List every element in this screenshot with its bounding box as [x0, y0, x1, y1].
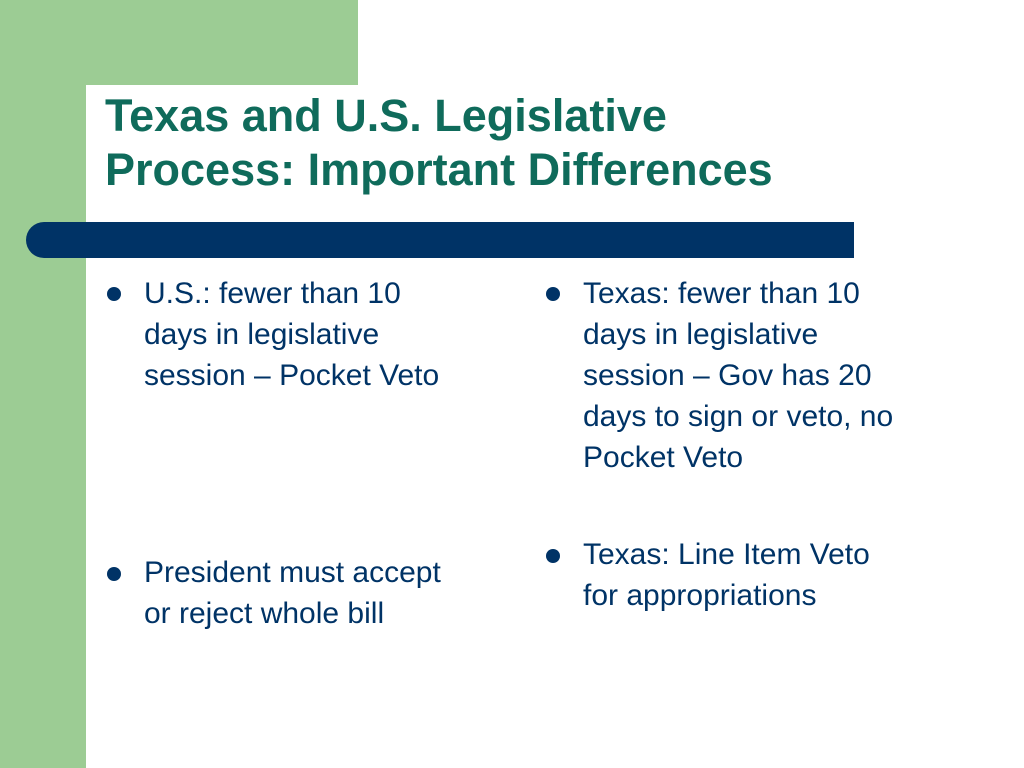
bullet-line: days in legislative: [144, 318, 380, 351]
title-line-2: Process: Important Differences: [105, 144, 773, 195]
bullet-line: session – Pocket Veto: [144, 359, 440, 392]
sidebar-accent: [0, 0, 86, 768]
bullet-icon: [546, 549, 560, 563]
title-divider-bar: [26, 222, 854, 258]
right-bullet-2: [583, 534, 870, 616]
bullet-icon: [546, 287, 560, 301]
title-line-1: Texas and U.S. Legislative: [105, 90, 667, 141]
bullet-line: Pocket Veto: [583, 441, 744, 474]
bullet-icon: [107, 287, 121, 301]
bullet-line: days in legislative: [583, 318, 819, 351]
bullet-line: or reject whole bill: [144, 597, 385, 630]
bullet-line: for appropriations: [583, 579, 817, 612]
page-title: [105, 89, 1005, 197]
bullet-icon: [107, 567, 121, 581]
left-bullet-2: [144, 552, 441, 634]
left-bullet-1: [144, 273, 439, 396]
bullet-line: President must accept: [144, 556, 441, 589]
bullet-line: days to sign or veto, no: [583, 400, 894, 433]
bullet-line: session – Gov has 20: [583, 359, 872, 392]
bullet-line: Texas: Line Item Veto: [583, 538, 870, 571]
bullet-line: U.S.: fewer than 10: [144, 277, 401, 310]
top-accent: [86, 0, 358, 85]
right-bullet-1: [583, 273, 893, 478]
bullet-line: Texas: fewer than 10: [583, 277, 860, 310]
